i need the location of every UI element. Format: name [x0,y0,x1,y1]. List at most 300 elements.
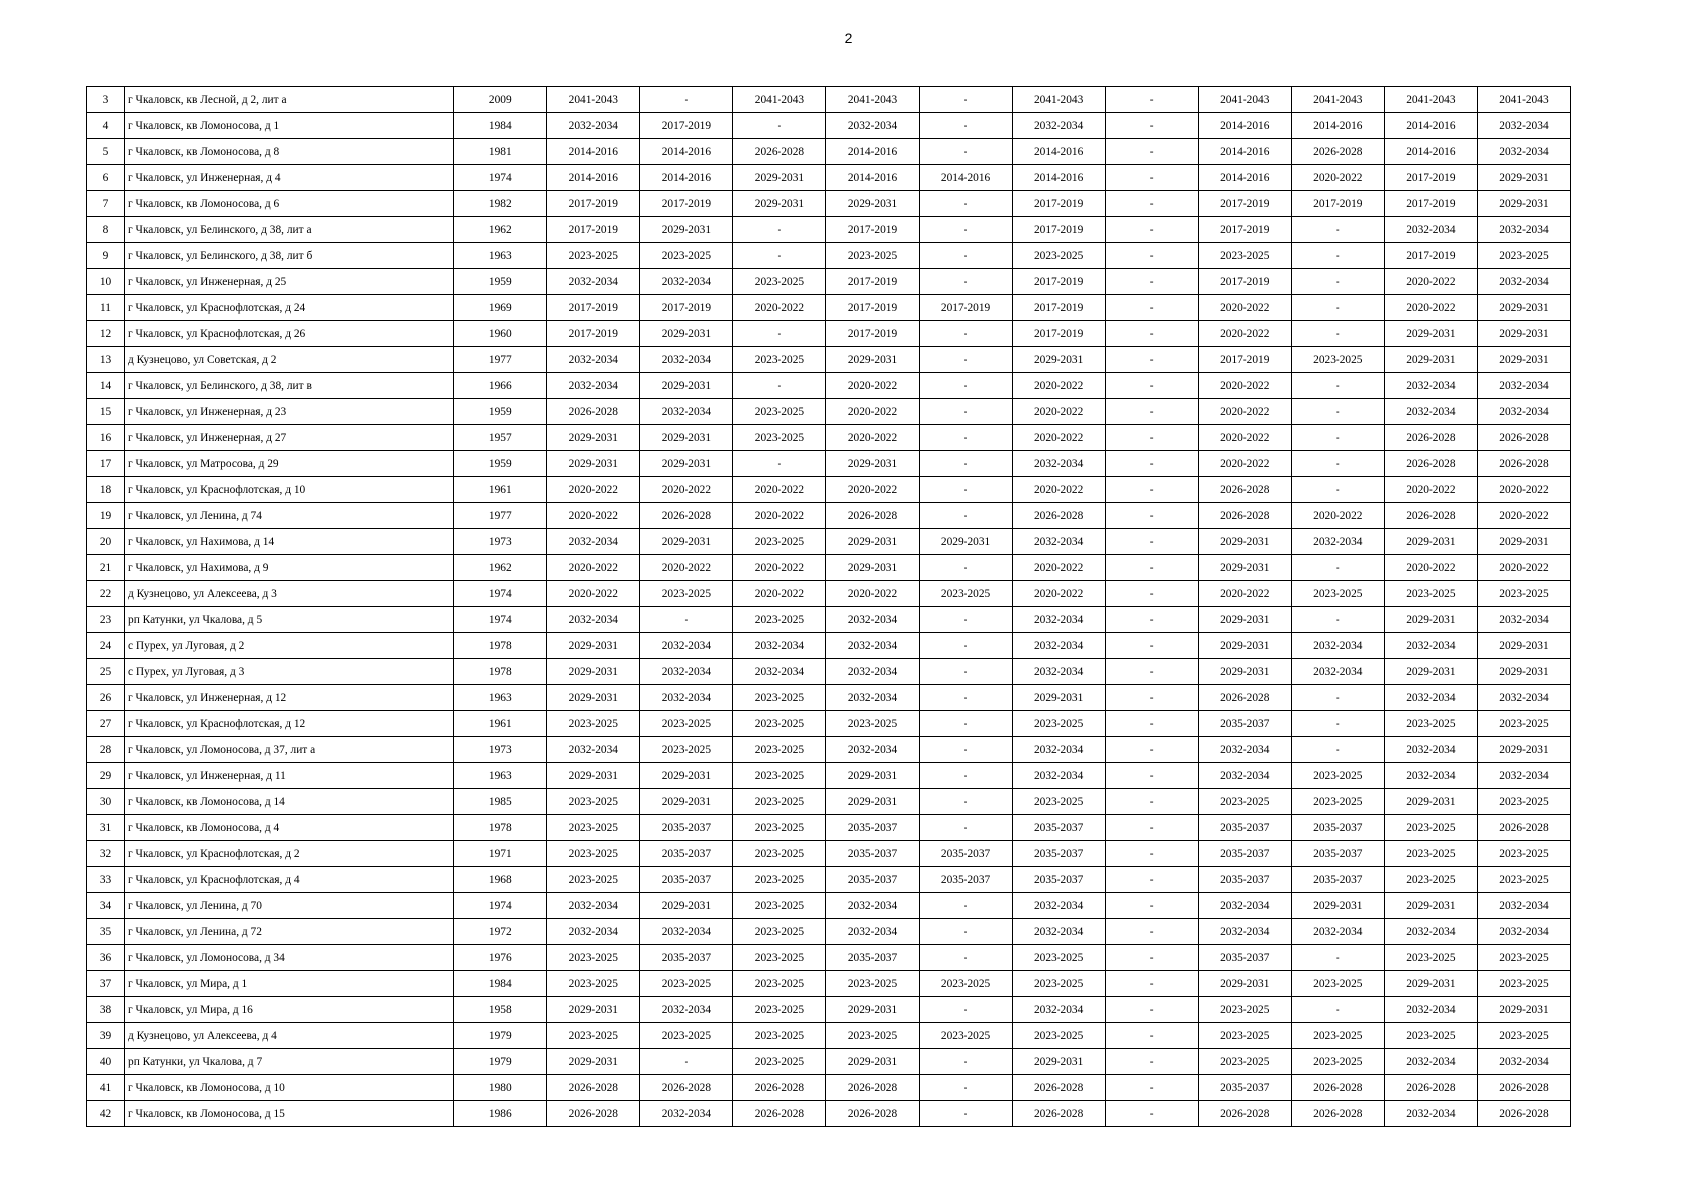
year-cell: 1984 [454,971,547,997]
period-cell: 2029-2031 [640,529,733,555]
period-cell: 2032-2034 [1477,217,1570,243]
period-cell: 2023-2025 [1477,971,1570,997]
period-cell: 2029-2031 [640,217,733,243]
period-cell: - [919,633,1012,659]
period-cell: 2014-2016 [826,165,919,191]
period-cell: 2032-2034 [1198,763,1291,789]
period-cell: - [1105,347,1198,373]
period-cell: 2023-2025 [547,867,640,893]
row-number-cell: 14 [87,373,125,399]
period-cell: 2032-2034 [1012,737,1105,763]
year-cell: 1981 [454,139,547,165]
period-cell: 2029-2031 [1477,321,1570,347]
table-row [87,815,1571,841]
address-cell: г Чкаловск, ул Нахимова, д 14 [125,529,454,555]
table-row [87,685,1571,711]
table-row [87,503,1571,529]
period-cell: 2032-2034 [1477,763,1570,789]
period-cell: 2032-2034 [1291,529,1384,555]
period-cell: 2017-2019 [1198,191,1291,217]
period-cell: 2032-2034 [826,633,919,659]
repair-schedule-table [86,86,1571,1127]
period-cell: 2035-2037 [1198,945,1291,971]
year-cell: 1969 [454,295,547,321]
period-cell: 2032-2034 [1012,659,1105,685]
period-cell: 2035-2037 [1198,711,1291,737]
address-cell: г Чкаловск, ул Ленина, д 70 [125,893,454,919]
period-cell: 2026-2028 [1477,1075,1570,1101]
table-row [87,165,1571,191]
period-cell: 2023-2025 [733,945,826,971]
period-cell: 2023-2025 [1384,945,1477,971]
period-cell: 2029-2031 [826,789,919,815]
period-cell: 2020-2022 [1012,425,1105,451]
period-cell: 2023-2025 [733,867,826,893]
address-cell: г Чкаловск, ул Краснофлотская, д 10 [125,477,454,503]
period-cell: 2023-2025 [733,347,826,373]
period-cell: 2023-2025 [547,1023,640,1049]
period-cell: 2017-2019 [826,217,919,243]
period-cell: - [1291,711,1384,737]
period-cell: 2017-2019 [1384,191,1477,217]
period-cell: 2029-2031 [733,165,826,191]
period-cell: - [1105,789,1198,815]
period-cell: 2023-2025 [1291,1023,1384,1049]
period-cell: 2017-2019 [919,295,1012,321]
year-cell: 1974 [454,165,547,191]
period-cell: 2032-2034 [547,269,640,295]
period-cell: 2035-2037 [1291,867,1384,893]
period-cell: 2029-2031 [1198,555,1291,581]
year-cell: 1979 [454,1049,547,1075]
period-cell: 2032-2034 [547,113,640,139]
table-row [87,581,1571,607]
period-cell: 2023-2025 [733,997,826,1023]
period-cell: - [733,113,826,139]
year-cell: 1958 [454,997,547,1023]
table-row [87,919,1571,945]
period-cell: 2032-2034 [547,347,640,373]
period-cell: - [1105,399,1198,425]
row-number-cell: 26 [87,685,125,711]
row-number-cell: 13 [87,347,125,373]
period-cell: - [1291,945,1384,971]
period-cell: 2029-2031 [547,1049,640,1075]
address-cell: г Чкаловск, ул Ломоносова, д 34 [125,945,454,971]
period-cell: 2032-2034 [1012,607,1105,633]
address-cell: г Чкаловск, ул Краснофлотская, д 2 [125,841,454,867]
period-cell: - [1291,997,1384,1023]
period-cell: 2017-2019 [1012,217,1105,243]
year-cell: 1973 [454,737,547,763]
period-cell: - [1291,321,1384,347]
period-cell: 2032-2034 [1384,997,1477,1023]
period-cell: 2032-2034 [640,347,733,373]
period-cell: 2029-2031 [1477,633,1570,659]
period-cell: 2029-2031 [1477,165,1570,191]
period-cell: 2035-2037 [1012,867,1105,893]
period-cell: 2029-2031 [1012,685,1105,711]
year-cell: 1974 [454,581,547,607]
period-cell: 2032-2034 [826,737,919,763]
year-cell: 1962 [454,217,547,243]
period-cell: - [1105,373,1198,399]
period-cell: 2020-2022 [1198,321,1291,347]
period-cell: 2032-2034 [1477,1049,1570,1075]
period-cell: - [919,347,1012,373]
period-cell: 2029-2031 [826,1049,919,1075]
period-cell: 2026-2028 [1012,1075,1105,1101]
period-cell: - [1105,503,1198,529]
period-cell: 2023-2025 [1477,711,1570,737]
table-row [87,139,1571,165]
address-cell: г Чкаловск, ул Инженерная, д 11 [125,763,454,789]
period-cell: 2041-2043 [1384,87,1477,113]
period-cell: - [1105,945,1198,971]
period-cell: 2023-2025 [1291,971,1384,997]
row-number-cell: 6 [87,165,125,191]
period-cell: 2014-2016 [547,165,640,191]
period-cell: 2014-2016 [1198,165,1291,191]
period-cell: 2032-2034 [640,633,733,659]
period-cell: - [733,243,826,269]
period-cell: - [919,477,1012,503]
period-cell: - [919,269,1012,295]
period-cell: - [1105,165,1198,191]
row-number-cell: 37 [87,971,125,997]
period-cell: 2029-2031 [640,763,733,789]
period-cell: - [919,503,1012,529]
period-cell: 2032-2034 [1384,685,1477,711]
period-cell: 2023-2025 [1477,841,1570,867]
period-cell: 2032-2034 [826,893,919,919]
period-cell: 2032-2034 [1291,659,1384,685]
period-cell: 2023-2025 [1198,997,1291,1023]
table-row [87,555,1571,581]
period-cell: - [1105,555,1198,581]
year-cell: 1977 [454,503,547,529]
period-cell: 2032-2034 [640,399,733,425]
period-cell: 2032-2034 [1012,763,1105,789]
year-cell: 1984 [454,113,547,139]
period-cell: 2023-2025 [1291,347,1384,373]
period-cell: 2032-2034 [1477,113,1570,139]
period-cell: 2020-2022 [826,581,919,607]
year-cell: 1963 [454,243,547,269]
period-cell: 2023-2025 [733,529,826,555]
period-cell: - [1105,659,1198,685]
period-cell: 2026-2028 [1291,1075,1384,1101]
year-cell: 1986 [454,1101,547,1127]
period-cell: 2035-2037 [1198,841,1291,867]
period-cell: 2029-2031 [640,893,733,919]
period-cell: 2035-2037 [1198,1075,1291,1101]
address-cell: г Чкаловск, ул Краснофлотская, д 4 [125,867,454,893]
period-cell: 2032-2034 [1291,919,1384,945]
period-cell: 2032-2034 [640,919,733,945]
period-cell: 2032-2034 [1012,451,1105,477]
period-cell: 2026-2028 [547,399,640,425]
row-number-cell: 35 [87,919,125,945]
period-cell: 2029-2031 [919,529,1012,555]
period-cell: - [1105,971,1198,997]
period-cell: 2032-2034 [1477,607,1570,633]
period-cell: - [919,113,1012,139]
row-number-cell: 39 [87,1023,125,1049]
period-cell: 2026-2028 [733,1075,826,1101]
period-cell: 2032-2034 [547,893,640,919]
period-cell: 2017-2019 [1198,269,1291,295]
period-cell: 2032-2034 [1477,893,1570,919]
period-cell: 2023-2025 [1012,243,1105,269]
period-cell: 2023-2025 [1477,243,1570,269]
period-cell: 2023-2025 [733,893,826,919]
period-cell: 2020-2022 [1012,399,1105,425]
period-cell: - [1291,373,1384,399]
table-row [87,841,1571,867]
period-cell: 2032-2034 [547,373,640,399]
period-cell: 2014-2016 [1384,113,1477,139]
period-cell: 2032-2034 [1384,373,1477,399]
period-cell: 2029-2031 [640,373,733,399]
period-cell: 2023-2025 [1291,581,1384,607]
period-cell: 2017-2019 [640,191,733,217]
period-cell: - [919,191,1012,217]
period-cell: 2032-2034 [547,919,640,945]
period-cell: 2035-2037 [1012,815,1105,841]
period-cell: 2017-2019 [640,295,733,321]
period-cell: 2014-2016 [919,165,1012,191]
period-cell: - [919,555,1012,581]
year-cell: 1971 [454,841,547,867]
period-cell: 2026-2028 [1291,1101,1384,1127]
period-cell: 2029-2031 [826,763,919,789]
row-number-cell: 9 [87,243,125,269]
period-cell: - [1291,607,1384,633]
period-cell: 2023-2025 [640,1023,733,1049]
period-cell: 2023-2025 [733,269,826,295]
period-cell: 2017-2019 [1198,217,1291,243]
period-cell: 2023-2025 [733,737,826,763]
period-cell: 2023-2025 [1477,867,1570,893]
table-row [87,243,1571,269]
period-cell: 2029-2031 [826,451,919,477]
period-cell: 2023-2025 [1198,789,1291,815]
year-cell: 1959 [454,451,547,477]
period-cell: 2032-2034 [1012,633,1105,659]
period-cell: 2026-2028 [733,1101,826,1127]
address-cell: с Пурех, ул Луговая, д 3 [125,659,454,685]
period-cell: 2023-2025 [733,711,826,737]
table-row [87,399,1571,425]
period-cell: - [1105,1075,1198,1101]
period-cell: - [919,1049,1012,1075]
period-cell: 2026-2028 [826,1101,919,1127]
period-cell: 2029-2031 [1384,971,1477,997]
period-cell: 2023-2025 [1384,815,1477,841]
period-cell: 2035-2037 [1291,841,1384,867]
period-cell: 2023-2025 [733,841,826,867]
address-cell: г Чкаловск, ул Инженерная, д 27 [125,425,454,451]
period-cell: - [1105,191,1198,217]
table-row [87,321,1571,347]
row-number-cell: 7 [87,191,125,217]
year-cell: 1978 [454,633,547,659]
row-number-cell: 41 [87,1075,125,1101]
year-cell: 1972 [454,919,547,945]
period-cell: - [1291,243,1384,269]
period-cell: 2029-2031 [1384,789,1477,815]
year-cell: 1974 [454,607,547,633]
period-cell: - [1105,295,1198,321]
period-cell: 2032-2034 [1477,919,1570,945]
row-number-cell: 25 [87,659,125,685]
period-cell: 2029-2031 [1384,607,1477,633]
period-cell: 2023-2025 [1291,789,1384,815]
period-cell: 2029-2031 [826,997,919,1023]
period-cell: 2017-2019 [547,191,640,217]
period-cell: 2026-2028 [733,139,826,165]
period-cell: 2023-2025 [826,711,919,737]
year-cell: 1961 [454,711,547,737]
address-cell: г Чкаловск, кв Лесной, д 2, лит а [125,87,454,113]
period-cell: 2020-2022 [547,581,640,607]
address-cell: г Чкаловск, ул Нахимова, д 9 [125,555,454,581]
row-number-cell: 12 [87,321,125,347]
period-cell: 2023-2025 [1384,1023,1477,1049]
period-cell: 2020-2022 [1198,581,1291,607]
period-cell: 2023-2025 [733,607,826,633]
row-number-cell: 18 [87,477,125,503]
period-cell: 2023-2025 [640,243,733,269]
table-row [87,347,1571,373]
period-cell: 2032-2034 [826,113,919,139]
period-cell: 2026-2028 [547,1101,640,1127]
period-cell: - [919,139,1012,165]
period-cell: 2023-2025 [1198,243,1291,269]
table-row [87,373,1571,399]
address-cell: г Чкаловск, кв Ломоносова, д 8 [125,139,454,165]
period-cell: - [1291,685,1384,711]
period-cell: 2023-2025 [733,815,826,841]
period-cell: 2029-2031 [826,529,919,555]
period-cell: 2020-2022 [1384,269,1477,295]
year-cell: 1963 [454,763,547,789]
period-cell: - [733,321,826,347]
period-cell: 2029-2031 [1477,529,1570,555]
year-cell: 2009 [454,87,547,113]
table-row [87,737,1571,763]
period-cell: 2020-2022 [826,477,919,503]
period-cell: 2023-2025 [826,1023,919,1049]
period-cell: 2032-2034 [1477,399,1570,425]
address-cell: г Чкаловск, ул Инженерная, д 23 [125,399,454,425]
period-cell: 2014-2016 [826,139,919,165]
table-row [87,1075,1571,1101]
period-cell: 2020-2022 [1477,555,1570,581]
period-cell: - [1105,685,1198,711]
period-cell: 2029-2031 [1384,659,1477,685]
row-number-cell: 5 [87,139,125,165]
period-cell: 2020-2022 [1198,451,1291,477]
period-cell: - [1105,815,1198,841]
period-cell: - [919,737,1012,763]
period-cell: - [919,763,1012,789]
period-cell: 2023-2025 [547,815,640,841]
year-cell: 1963 [454,685,547,711]
period-cell: 2020-2022 [1477,503,1570,529]
period-cell: 2023-2025 [733,919,826,945]
period-cell: - [640,1049,733,1075]
period-cell: 2020-2022 [733,581,826,607]
table-row [87,867,1571,893]
period-cell: 2020-2022 [1198,295,1291,321]
period-cell: - [1105,113,1198,139]
address-cell: д Кузнецово, ул Алексеева, д 3 [125,581,454,607]
period-cell: 2023-2025 [1384,581,1477,607]
period-cell: 2017-2019 [1384,165,1477,191]
address-cell: г Чкаловск, ул Краснофлотская, д 26 [125,321,454,347]
row-number-cell: 8 [87,217,125,243]
period-cell: 2035-2037 [1291,815,1384,841]
period-cell: 2020-2022 [1012,555,1105,581]
year-cell: 1977 [454,347,547,373]
period-cell: 2029-2031 [547,685,640,711]
period-cell: 2032-2034 [1012,113,1105,139]
period-cell: 2026-2028 [1012,1101,1105,1127]
period-cell: 2032-2034 [640,685,733,711]
period-cell: 2020-2022 [733,555,826,581]
period-cell: 2032-2034 [1477,139,1570,165]
period-cell: 2032-2034 [826,919,919,945]
period-cell: - [1105,633,1198,659]
period-cell: 2026-2028 [1198,503,1291,529]
period-cell: 2023-2025 [733,971,826,997]
period-cell: - [919,399,1012,425]
period-cell: - [1105,243,1198,269]
period-cell: - [1105,217,1198,243]
period-cell: 2029-2031 [1384,347,1477,373]
period-cell: 2029-2031 [640,451,733,477]
period-cell: 2032-2034 [1291,633,1384,659]
year-cell: 1978 [454,659,547,685]
period-cell: 2020-2022 [547,555,640,581]
period-cell: - [1291,217,1384,243]
year-cell: 1982 [454,191,547,217]
address-cell: г Чкаловск, ул Краснофлотская, д 24 [125,295,454,321]
period-cell: 2032-2034 [1384,919,1477,945]
period-cell: 2020-2022 [1012,581,1105,607]
period-cell: - [640,607,733,633]
period-cell: - [1105,919,1198,945]
period-cell: 2032-2034 [826,659,919,685]
period-cell: 2020-2022 [1291,503,1384,529]
period-cell: 2017-2019 [1198,347,1291,373]
period-cell: - [1291,737,1384,763]
period-cell: 2020-2022 [1012,477,1105,503]
period-cell: 2026-2028 [1012,503,1105,529]
period-cell: 2029-2031 [1477,737,1570,763]
table-body [87,87,1571,1127]
period-cell: - [919,451,1012,477]
year-cell: 1962 [454,555,547,581]
table-row [87,607,1571,633]
period-cell: 2026-2028 [1291,139,1384,165]
period-cell: 2032-2034 [1198,893,1291,919]
period-cell: 2029-2031 [547,659,640,685]
period-cell: - [1291,399,1384,425]
period-cell: 2032-2034 [1477,685,1570,711]
